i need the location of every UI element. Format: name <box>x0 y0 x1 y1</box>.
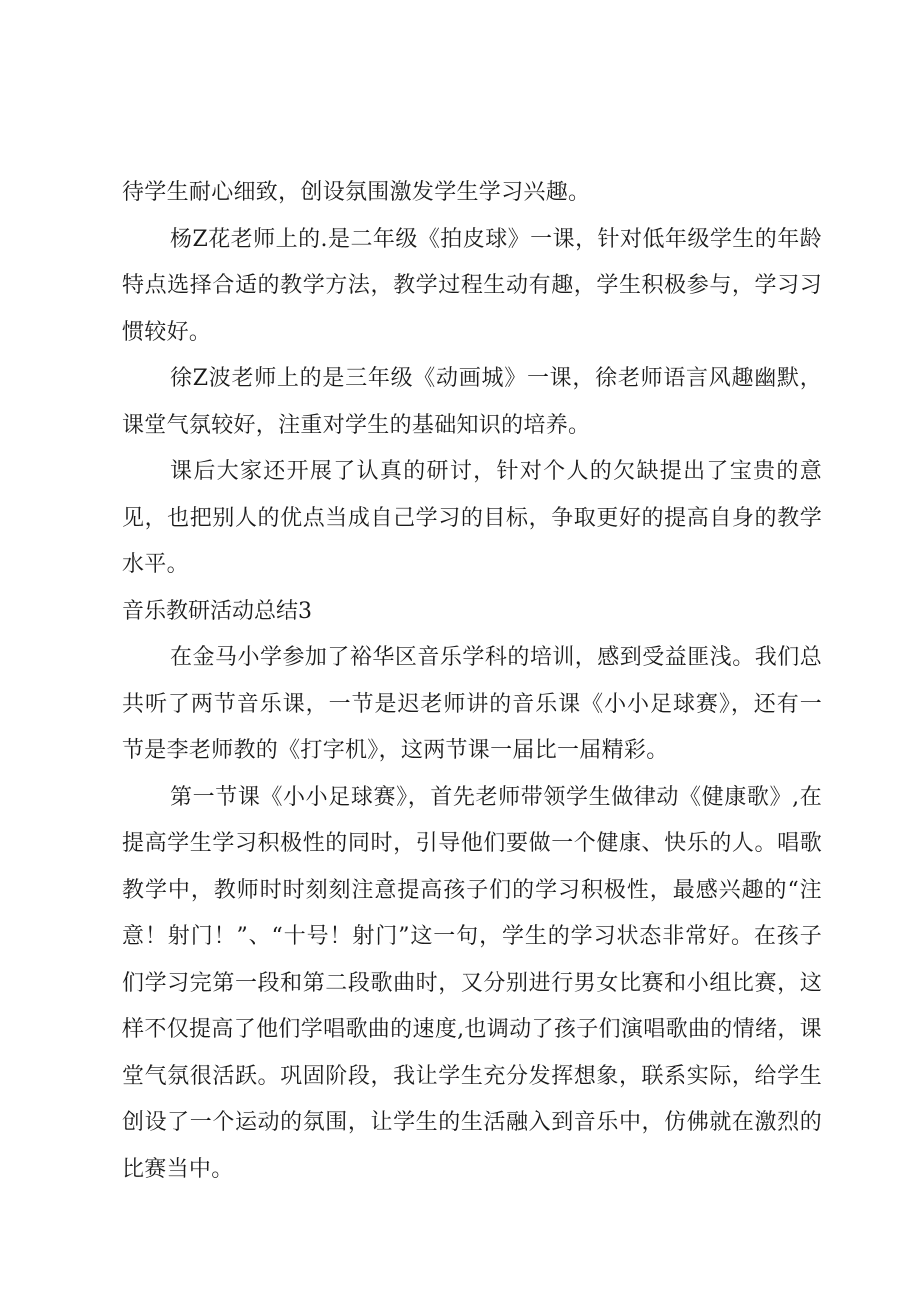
paragraph-first-lesson: 第一节课《小小足球赛》，首先老师带领学生做律动《健康歌》,在提高学生学习积极性的同时，引导他们要做一个健康、快乐的人。唱歌教学中，教师时时刻刻注意提高孩子们的学习积极性，最感兴趣的“注意！射门！”、“十号！射门”这一句，学生的学习状态非常好。在孩子们学习完第一段和第二段歌曲时，又分别进行男女比赛和小组比赛，这样不仅提高了他们学唱歌曲的速度,也调动了孩子们演唱歌曲的情绪，课堂气氛很活跃。巩固阶段，我让学生充分发挥想象，联系实际，给学生创设了一个运动的氛围，让学生的生活融入到音乐中，仿佛就在激烈的比赛当中。 <box>122 784 822 1182</box>
document-body <box>122 170 822 1193</box>
section-heading: 音乐教研活动总结3 <box>122 598 312 624</box>
paragraph-training: 在金马小学参加了裕华区音乐学科的培训，感到受益匪浅。我们总共听了两节音乐课，一节是迟老师讲的音乐课《小小足球赛》，还有一节是李老师教的《打字机》，这两节课一届比一届精彩。 <box>122 645 822 763</box>
paragraph-yang-teacher: 杨Z花老师上的.是二年级《拍皮球》一课，针对低年级学生的年龄特点选择合适的教学方法，教学过程生动有趣，学生积极参与，学习习惯较好。 <box>122 226 822 345</box>
paragraph-xu-teacher: 徐Z波老师上的是三年级《动画城》一课，徐老师语言风趣幽默，课堂气氛较好，注重对学生的基础知识的培养。 <box>122 366 822 438</box>
paragraph-continuation: 待学生耐心细致，创设氛围激发学生学习兴趣。 <box>122 180 591 205</box>
paragraph-discussion: 课后大家还开展了认真的研讨，针对个人的欠缺提出了宝贵的意见，也把别人的优点当成自己学习的目标，争取更好的提高自身的教学水平。 <box>122 459 822 577</box>
